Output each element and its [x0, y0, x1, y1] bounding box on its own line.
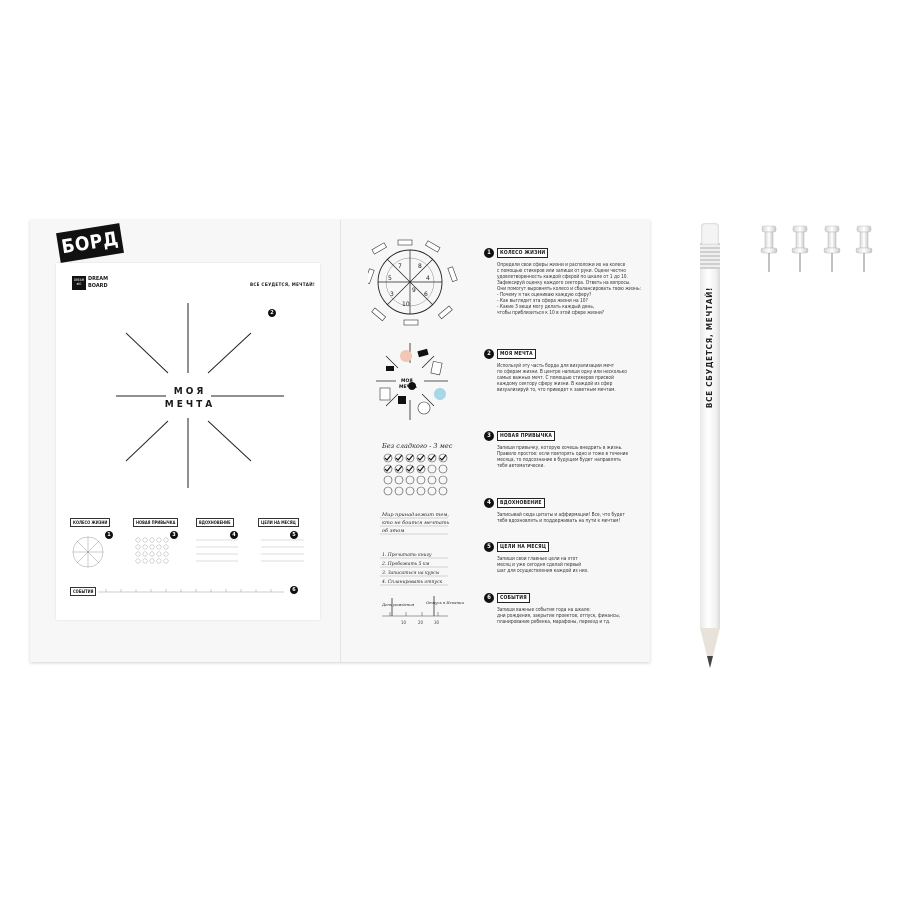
pencil-slogan: ВСЕ СБУДЕТСЯ, МЕЧТАЙ! [705, 286, 714, 409]
section-label-wheel: КОЛЕСО ЖИЗНИ [70, 518, 110, 527]
dream-title [160, 385, 220, 411]
instruction-num-3: 3 [484, 431, 494, 441]
dream-board-logo-icon: DREAM вЮ [72, 276, 86, 290]
svg-text:7: 7 [398, 263, 402, 270]
instruction-num-5: 5 [484, 542, 494, 552]
pencil-tip-icon [698, 628, 722, 670]
section-num-4: 4 [230, 531, 238, 539]
svg-text:2. Пробежать 5 км: 2. Пробежать 5 км [382, 562, 430, 567]
svg-text:4. Спланировать отпуск: 4. Спланировать отпуск [382, 580, 443, 585]
instruction-4: 4 ВДОХНОВЕНИЕ Записывай сюда цитаты и аффирмации! Все, что будет тебя вдохновлять и поддерживать на пути к мечтам! [484, 498, 642, 525]
section-label-goals: ЦЕЛИ НА МЕСЯЦ [258, 518, 299, 527]
svg-text:30: 30 [434, 620, 440, 625]
section-num-6: 6 [290, 586, 298, 594]
instruction-1: 1 КОЛЕСО ЖИЗНИ Определи свои сферы жизни и расположи их на колесе с помощью стикеров или запиши от руки. Оцени честно удовлетворенность каждой сферой по шкале от 1 до 10. Зафиксируй оценку каждого сектора. Ответь на вопросы. Они помогут выровнять колесо и сбалансировать твою жизнь: - Почему я так оцениваю каждую сферу? - Как выглядит эта сфера жизни на 10? - Какие 3 вещи могу делать каждый день, чтобы приблизиться к 10 в этой сфере жизни? [484, 248, 642, 317]
instruction-title-2: МОЯ МЕЧТА [497, 349, 536, 359]
section-num-5: 5 [290, 531, 298, 539]
instruction-title-1: КОЛЕСО ЖИЗНИ [497, 248, 548, 258]
svg-text:День рождения: День рождения [382, 602, 415, 607]
instruction-5: 5 ЦЕЛИ НА МЕСЯЦ Запиши свои главные цели на этот месяц и уже сегодня сделай первый шаг для осуществления каждой из них. [484, 542, 642, 575]
section-num-1: 1 [105, 531, 113, 539]
instruction-6: 6 СОБЫТИЯ Запиши важные события года на шкале: дни рождения, закрытие проектов, отпуск, финансы, планирование ребенка, марафоны, переезд и тд. [484, 593, 642, 626]
svg-text:МОЯ: МОЯ [401, 379, 413, 384]
svg-text:3: 3 [390, 291, 394, 298]
instruction-num-1: 1 [484, 248, 494, 258]
dream-title-line1: МОЯ [173, 386, 207, 397]
svg-text:10: 10 [402, 301, 410, 308]
svg-text:8: 8 [418, 263, 422, 270]
section-num-3: 3 [170, 531, 178, 539]
instruction-title-3: НОВАЯ ПРИВЫЧКА [497, 431, 555, 441]
svg-text:Отпуск в Испании: Отпуск в Испании [426, 600, 464, 605]
svg-text:об этом: об этом [382, 528, 405, 534]
poster-slogan: ВСЕ СБУДЕТСЯ, МЕЧТАЙ! [250, 283, 316, 288]
section-label-inspiration: ВДОХНОВЕНИЕ [196, 518, 234, 527]
instruction-title-6: СОБЫТИЯ [497, 593, 530, 603]
poster-number-2: 2 [268, 309, 276, 317]
svg-text:6: 6 [424, 291, 428, 298]
life-wheel-illustration [368, 240, 457, 325]
instruction-num-4: 4 [484, 498, 494, 508]
push-pin-icon [761, 226, 777, 272]
habit-title: Без сладкого - 3 мес [382, 442, 453, 450]
blue-sticker [434, 388, 446, 400]
instruction-num-6: 6 [484, 593, 494, 603]
svg-text:кто не боится мечтать: кто не боится мечтать [382, 520, 450, 526]
folder-fold-line [340, 220, 341, 662]
svg-text:МЕЧТА: МЕЧТА [399, 385, 417, 390]
instruction-3: 3 НОВАЯ ПРИВЫЧКА Запиши привычку, которую хочешь внедрить в жизнь. Правило простое: если повторять одно и тоже в течение месяца, то подсознание в будущем будет направлять тебя автоматически. [484, 431, 642, 470]
pink-sticker [400, 350, 412, 362]
bord-badge: БОРД [56, 223, 124, 263]
dream-board-logo-text: DREAM BOARD [88, 276, 109, 289]
section-label-events: СОБЫТИЯ [70, 587, 96, 596]
instruction-2: 2 МОЯ МЕЧТА Используй эту часть борда для визуализации мечт по сферам жизни. В центре напиши одну или несколько самых важных мечт. С помощью стикеров присвой каждому сектору сферу жизни. В каждой из сфер визуализируй то, что приведет к заветным мечтам. [484, 349, 642, 394]
section-label-habit: НОВАЯ ПРИВЫЧКА [133, 518, 178, 527]
svg-text:4: 4 [426, 275, 430, 282]
instruction-illustrations [368, 238, 468, 638]
push-pins [752, 222, 882, 284]
svg-text:9: 9 [412, 287, 416, 294]
svg-text:1. Прочитать книгу: 1. Прочитать книгу [382, 553, 432, 558]
svg-text:Мир принадлежит тем,: Мир принадлежит тем, [382, 512, 450, 518]
poster-sections-art [56, 530, 320, 580]
instruction-title-5: ЦЕЛИ НА МЕСЯЦ [497, 542, 549, 552]
svg-text:3. Записаться на курсы: 3. Записаться на курсы [382, 571, 440, 576]
instruction-num-2: 2 [484, 349, 494, 359]
svg-text:10: 10 [401, 620, 407, 625]
svg-text:20: 20 [418, 620, 424, 625]
dream-title-line2: МЕЧТА [164, 399, 216, 410]
instruction-title-4: ВДОХНОВЕНИЕ [497, 498, 545, 508]
svg-text:5: 5 [388, 275, 392, 282]
events-timeline [96, 588, 286, 596]
